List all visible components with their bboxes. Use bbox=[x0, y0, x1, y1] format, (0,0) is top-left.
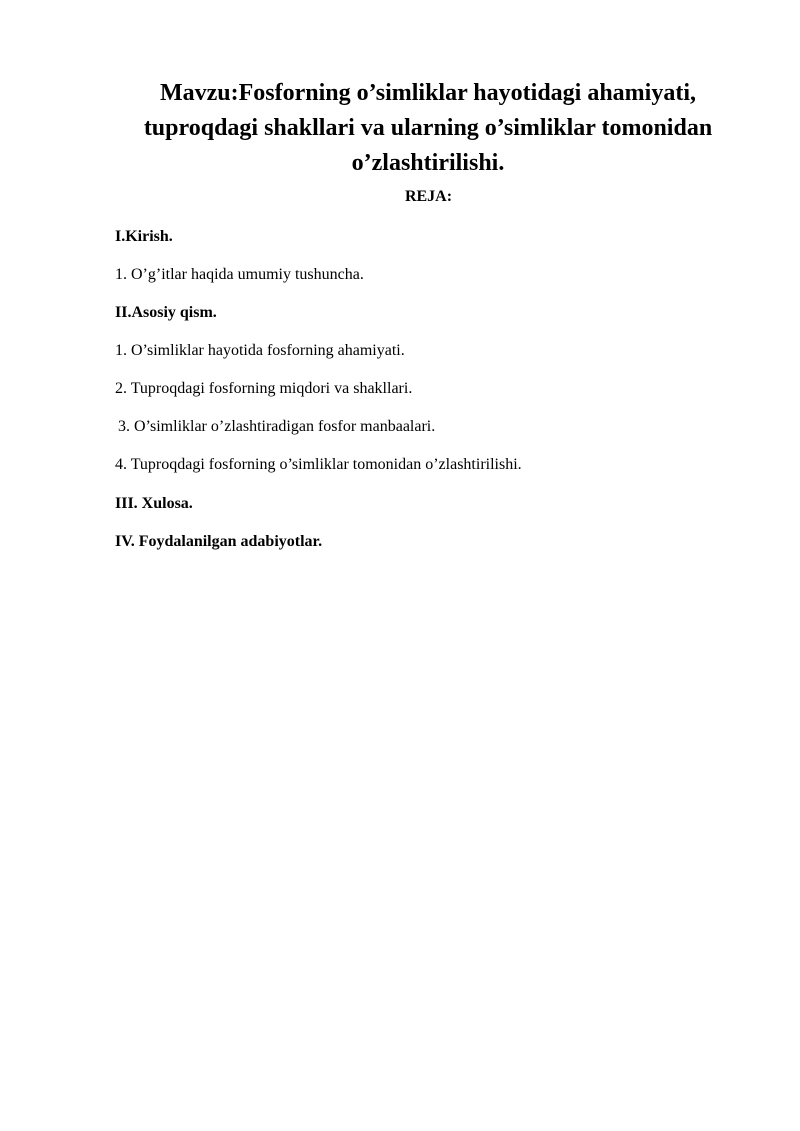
section-heading-conclusion: III. Xulosa. bbox=[115, 495, 193, 512]
plan-heading: REJA: bbox=[404, 188, 453, 205]
outline-item: 2. Tuproqdagi fosforning miqdori va shakllari. bbox=[115, 380, 413, 397]
section-heading-main-part: II.Asosiy qism. bbox=[115, 304, 217, 321]
outline-item: 1. O’g’itlar haqida umumiy tushuncha. bbox=[115, 266, 364, 283]
outline-item: 3. O’simliklar o’zlashtiradigan fosfor manbaalari. bbox=[118, 418, 436, 435]
section-heading-references: IV. Foydalanilgan adabiyotlar. bbox=[115, 533, 323, 550]
document-title: Mavzu:Fosforning o’simliklar hayotidagi ahamiyati, tuproqdagi shakllari va ularning o’simliklar tomonidan o’zlashtirilishi. bbox=[143, 80, 713, 176]
outline-item: 1. O’simliklar hayotida fosforning ahamiyati. bbox=[115, 342, 405, 359]
outline-item: 4. Tuproqdagi fosforning o’simliklar tomonidan o’zlashtirilishi. bbox=[115, 456, 522, 473]
section-heading-introduction: I.Kirish. bbox=[115, 228, 173, 245]
